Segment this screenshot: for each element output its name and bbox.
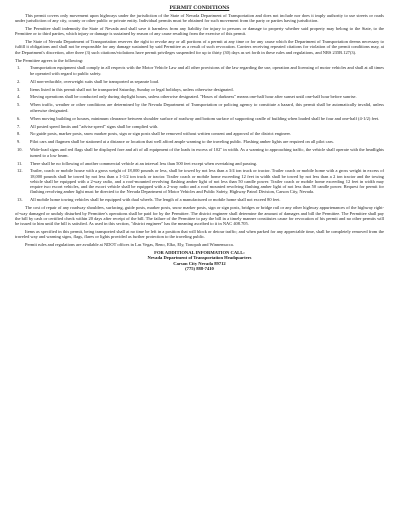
condition-text: All mobile home towing vehicles shall be equipped with dual wheels. The length of a manufactured or mobile home shall not exceed 80 feet. — [30, 197, 281, 203]
condition-number: 11. — [17, 160, 23, 166]
contact-org: Nevada Department of Transportation Headquarters — [147, 255, 252, 261]
condition-item — [15, 131, 384, 136]
condition-item — [15, 102, 384, 113]
document-title: PERMIT CONDITIONS — [169, 5, 230, 11]
intro-paragraph-revocation: The State of Nevada Department of Transportation reserves the right to revoke any or all portions of a permit at any time or for any cause which the Department of Transportation deems necessary to fulfill it obligations and shall not be responsible for any damage sustained by said Permittee as a result of such revocation. Carriers receiving repeated citations for violation of the permit conditions may, at the Department's discretion, after three (3) such citations/violations have permit privileges suspended for up to thirty (30) days as set forth in these rules and regulations, and NRS 235B.127(3). — [15, 39, 384, 55]
closing-paragraph-repair-cost: The cost of repair of any roadway shoulders, surfacing, guide posts, marker posts, snow marker posts, sign or sign posts, bridges or bridge rail or any other highway appurtenances of the highway right-of-way damaged or unduly disturbed by Permittee's operations shall be paid for by the Permittee. The district engineer shall determine the amount of damages and bill the Permittee. The Permittee shall pay the bill by cash or certified check within 20 days after receipt of the bill. The failure of the Permittee to pay the bill in a timely manner constitutes cause for revocation of his permit and no other permits will be issued to him until the bill is satisfied. As used in this section, "district engineer" has the meaning ascribed to it in NAC 408.705. — [15, 205, 384, 227]
condition-item — [15, 139, 384, 144]
condition-number: 12. — [17, 168, 23, 174]
condition-text: When moving building or houses, minimum clearance between shoulder surface of roadway and bottom surface of supporting cradle of building when loaded shall be four and one-half (4-1/2) feet. — [30, 115, 380, 121]
condition-text: No guide posts, marker posts, snow marker posts, sign or sign posts shall be removed without written consent and approval of the district engineer. — [30, 131, 291, 137]
condition-text: Pilot cars and flagmen shall be stationed at a distance or location that well afford ample warning to the traveling public. Flashing amber lights are required on all pilot cars. — [30, 139, 334, 145]
condition-number: 9. — [17, 139, 21, 145]
condition-text: Transportation equipment shall comply in all respects with the Motor Vehicle Law and all other provisions of the law regarding the use, operation and licensing of motor vehicles and shall at all times be operated with regard to public safety. — [30, 65, 384, 76]
condition-item — [15, 147, 384, 158]
closing-paragraph-parking: Items as specified in this permit, being transported shall at no time be left in a position that will block or detour traffic; and when parked for any appreciable time, shall be completely removed from the traveled way and warning signs, flags, flares or lights provided as further protection to the traveling public. — [15, 228, 384, 240]
contact-heading: FOR ADDITIONAL INFORMATION CALL: — [154, 249, 245, 255]
conditions-list — [15, 65, 384, 202]
intro-paragraph-jurisdiction: This permit covers only movement upon highways under the jurisdiction of the State of Nevada Department of Transportation and does not include nor does it imply authority to use streets or roads under jurisdiction of any city, county or other public or private entity. Individual permits must be obtained for such movement from the party or parties having jurisdiction. — [15, 13, 384, 24]
condition-number: 6. — [17, 115, 21, 121]
contact-block — [15, 250, 384, 272]
condition-item — [15, 65, 384, 76]
availability-note: Permit rules and regulations are available at NDOT offices in Las Vegas, Reno, Elko, Ely, Tonopah and Winnemucca. — [25, 242, 234, 247]
condition-number: 13. — [17, 197, 23, 203]
condition-text: Items listed in this permit shall not be transported Saturday, Sunday or legal holidays, unless otherwise designated. — [30, 86, 234, 92]
agree-statement: The Permittee agrees to the following: — [15, 57, 84, 63]
condition-item — [15, 116, 384, 121]
condition-number: 1. — [17, 65, 21, 71]
condition-text: When traffic, weather or other conditions are determined by the Nevada Department of Transportation or policing agency to constitute a hazard, this permit shall be automatically invalid, unless otherwise designated. — [30, 102, 384, 113]
condition-item — [15, 197, 384, 202]
condition-item — [15, 94, 384, 99]
condition-number: 7. — [17, 123, 21, 129]
condition-item — [15, 87, 384, 92]
condition-text: Trailer, coach or mobile house with a gross weight of 18,000 pounds or less, shall be towed by not less than a 3/4 ton truck or tractor. Trailer coach or mobile home with a gross weight in excess of 18,000 pounds shall be towed by not less than a 1-1/2 ton truck or tractor. Trailer coach or mobile home exceeding 12 feet in width shall be towed by not less than a 2 ton tractor and the towing vehicle shall be equipped with a 2-way radio, and a roof-mounted revolving flashing amber light of not less than 50 candle power. Trailer coach or mobile home exceeding 12 feet in width may require two escort vehicles, and the escort vehicle shall be equipped with a 2-way radio and a roof mounted revolving flashing amber light of not less than 50 candle power. Request for permit for flashing revolving amber light must be directed to the Nevada Department of Motor Vehicles and Public Safety, Highway Patrol Division, Carson City, Nevada. — [30, 168, 384, 195]
intro-paragraph-indemnify: The Permittee shall indemnify the State of Nevada and shall save it harmless from any liability for injury to persons or damage to property whether said property may belong to the State, to the Permittee or to third parties, which injury or damage is sustained by reason of any cause resulting from the exercise of this permit. — [15, 26, 384, 37]
condition-text: Moving operations shall be conducted only during daylight hours, unless otherwise designated. "Hours of darkness" means one-half hour after sunset until one-half hour before sunrise. — [30, 94, 357, 100]
contact-phone: (775) 888-7410 — [185, 266, 214, 272]
condition-item — [15, 79, 384, 84]
condition-text: There shall be no following of another commercial vehicle at an interval less than 500 feet except when overtaking and passing. — [30, 160, 258, 166]
contact-city: Carson City Nevada 89712 — [173, 260, 226, 266]
condition-number: 10. — [17, 147, 23, 153]
condition-number: 8. — [17, 131, 21, 137]
condition-text: All posted speed limits and "advise speed" signs shall be complied with. — [30, 123, 159, 129]
condition-number: 5. — [17, 102, 21, 108]
condition-item — [15, 168, 384, 194]
condition-item — [15, 161, 384, 166]
condition-text: Wide-load signs and red flags shall be displayed fore and aft of all equipment of the loads in excess of 102" in width. As a warning to approaching traffic, the vehicle shall operate with the headlights turned to a low beam. — [30, 147, 384, 158]
condition-number: 4. — [17, 94, 21, 100]
condition-text: All non-reducible, overweight suits shall be transported as separate load. — [30, 78, 160, 84]
condition-item — [15, 124, 384, 129]
condition-number: 2. — [17, 78, 21, 84]
condition-number: 3. — [17, 86, 21, 92]
